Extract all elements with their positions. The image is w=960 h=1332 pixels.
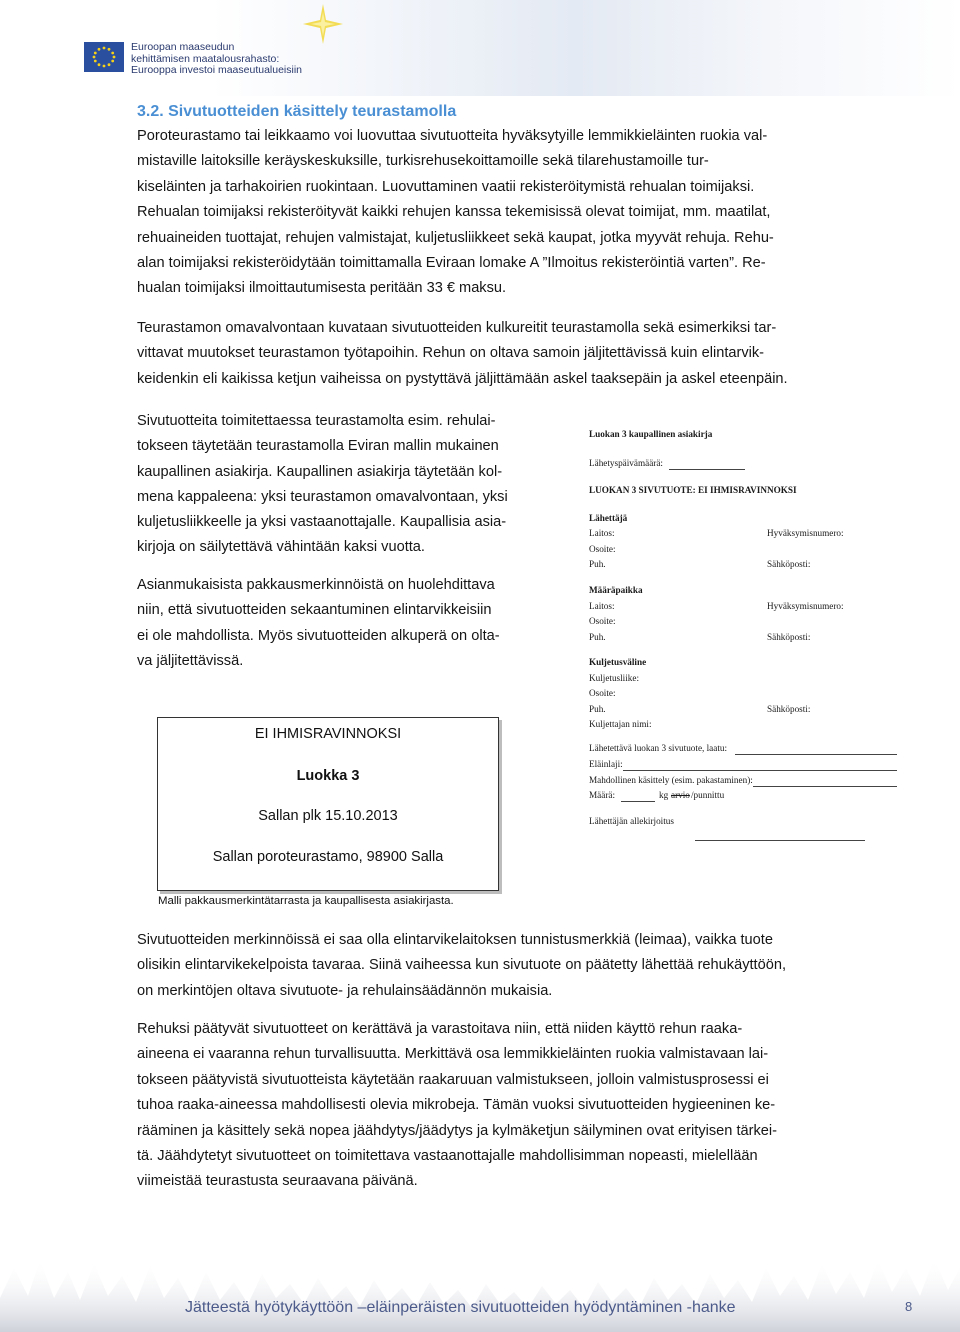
text-line: viimeistää teurastusta seuraavana päivänä.: [137, 1173, 418, 1190]
paragraph-packaging-labels: [137, 573, 551, 674]
form-carrier-company-label: Kuljetusliike:: [589, 673, 640, 683]
form-destination-heading: Määräpaikka: [589, 585, 643, 595]
text-line: on merkintöjen oltava sivutuote- ja rehulainsäädännön mukaisia.: [137, 982, 553, 999]
paragraph-hygiene: [137, 1017, 867, 1195]
form-sender-heading: Lähettäjä: [589, 513, 628, 523]
forest-silhouette-decoration: [0, 1238, 960, 1332]
form-osoite-label: Osoite:: [589, 688, 616, 698]
form-laitos-label: Laitos:: [589, 601, 615, 611]
form-approval-label: Hyväksymisnumero:: [767, 528, 844, 538]
text-line: niin, että sivutuotteiden sekaantuminen elintarvikkeisiin: [137, 602, 492, 619]
form-title: Luokan 3 kaupallinen asiakirja: [589, 429, 713, 439]
text-line: Poroteurastamo tai leikkaamo voi luovuttaa sivutuotteita hyväksytyille lemmikkieläinten ruokia val-: [137, 128, 768, 144]
form-email-label: Sähköposti:: [767, 559, 811, 569]
paragraph-commercial-document: [137, 409, 551, 561]
form-field-line: [753, 786, 897, 787]
text-line: hualan toimijaksi ilmoittautumisesta peritään 33 € maksu.: [137, 280, 507, 297]
eu-text-line: Eurooppa investoi maaseutualueisiin: [131, 64, 303, 76]
form-carrier-heading: Kuljetusväline: [589, 657, 647, 667]
text-line: kiseläinten ja tarhakoirien ruokintaan. Luovuttaminen vaatii rekisteröitymistä rehualan toimijaksi.: [137, 178, 755, 195]
text-line: va jäljitettävissä.: [137, 652, 244, 669]
form-driver-name-label: Kuljettajan nimi:: [589, 719, 652, 729]
label-place-date: Sallan plk 15.10.2013: [258, 808, 398, 824]
form-puh-label: Puh.: [589, 559, 606, 569]
form-species-label: Eläinlaji:: [589, 759, 623, 769]
form-field-line: [621, 801, 655, 802]
label-category: Luokka 3: [296, 768, 360, 784]
footer-project-name: Jätteestä hyötykäyttöön –eläinperäisten sivutuotteiden hyödyntäminen -hanke: [185, 1299, 736, 1316]
text-line: olisikin elintarvikekelpoista tavaraa. Siinä vaiheessa kun sivutuote on päätetty lähettää rehukäyttöön,: [137, 957, 787, 974]
form-field-line: [669, 469, 745, 470]
text-line: vittavat muutokset teurastamon työtapoihin. Rehun on oltava samoin jäljitettävissä kuin elintarvik-: [137, 345, 765, 362]
text-line: rääminen ja käsittely sekä nopea jäähdytys/jäädytys ja kylmäketjun säilyminen ovat erityisen tärkei-: [137, 1122, 777, 1139]
form-estimate-option: arvio: [671, 790, 690, 800]
text-line: Teurastamon omavalvontaan kuvataan sivutuotteiden kulkureitit teurastamolla sekä esimerkiksi tar-: [137, 320, 777, 336]
page-number: 8: [905, 1299, 913, 1314]
form-email-label: Sähköposti:: [767, 704, 811, 714]
text-line: mena kappaleena: yksi teurastamon omavalvontaan, yksi: [137, 488, 508, 505]
text-line: Asianmukaisista pakkausmerkinnöistä on huolehdittava: [137, 577, 495, 593]
text-line: tokseen päätyvistä sivutuotteista käytetään raakaruuan valmistukseen, jolloin valmistusprosessi ei: [137, 1071, 769, 1088]
text-line: tokseen täytetään teurastamolla Eviran mallin mukainen: [137, 438, 499, 455]
text-line: tuhoa raaka-aineessa mahdollisesti olevia mikrobeja. Tämän vuoksi sivutuotteiden hygieeninen ke-: [137, 1097, 776, 1114]
eu-text-line: kehittämisen maatalousrahasto:: [131, 52, 280, 65]
form-field-line: [623, 770, 897, 771]
form-processing-label: Mahdollinen käsittely (esim. pakastaminen):: [589, 775, 753, 785]
form-kg-unit: kg: [659, 790, 669, 800]
text-line: Sivutuotteiden merkinnöissä ei saa olla elintarvikelaitoksen tunnistusmerkkiä (leimaa), vaikka tuote: [137, 932, 773, 948]
form-puh-label: Puh.: [589, 632, 606, 642]
text-line: rehuaineiden tuottajat, rehujen valmistajat, kuljetusliikkeet sekä kaupat, jotka myyvät rehuja. Rehu-: [137, 229, 774, 246]
form-osoite-label: Osoite:: [589, 544, 616, 554]
text-line: ei ole mahdollista. Myös sivutuotteiden alkuperä on olta-: [137, 627, 500, 644]
text-line: Rehualan toimijaksi rekisteröityvät kaikki rehujen kanssa tekemisissä olevat toimijat, mm. maatilat,: [137, 204, 771, 221]
form-field-line: [735, 754, 897, 755]
form-approval-label: Hyväksymisnumero:: [767, 601, 844, 611]
commercial-document-sample: [577, 424, 917, 844]
form-signature-label: Lähettäjän allekirjoitus: [589, 816, 674, 826]
form-email-label: Sähköposti:: [767, 632, 811, 642]
form-send-date-label: Lähetyspäivämäärä:: [589, 458, 663, 468]
text-line: kuljetusliikkeelle ja yksi vastaanottajalle. Kaupallisia asia-: [137, 514, 507, 531]
eu-flag-icon: [84, 42, 124, 72]
eu-text-line: Euroopan maaseudun: [131, 41, 235, 53]
text-line: mistaville laitoksille keräyskeskuksille, turkisrehusekoittamoille sekä tilarehustamoille tur-: [137, 153, 709, 170]
text-line: aineena ei vaaranna rehun turvallisuutta. Merkittävä osa lemmikkieläinten ruokia valmistavaan lai-: [137, 1046, 769, 1063]
paragraph-self-monitoring: [137, 316, 867, 392]
text-line: alan toimijaksi rekisteröidytään toimittamalla Eviraan lomake A ”Ilmoitus rekisteröintiä varten”. Re-: [137, 255, 766, 272]
form-signature-line: [695, 840, 865, 841]
text-line: kaupallinen asiakirja. Kaupallinen asiakirja täytetään kol-: [137, 463, 503, 480]
label-not-for-human-consumption: EI IHMISRAVINNOKSI: [254, 726, 402, 742]
page-header: [0, 0, 960, 100]
form-heading: LUOKAN 3 SIVUTUOTE: EI IHMISRAVINNOKSI: [589, 485, 797, 495]
text-line: keidenkin eli kaikissa ketjun vaiheissa on pystyttävä jäljittämään askel taaksepäin ja askel eteenpäin.: [137, 370, 788, 387]
paragraph-registration: [137, 124, 867, 302]
form-type-sent-label: Lähetettävä luokan 3 sivutuote, laatu:: [589, 743, 728, 753]
form-weighed-option: /punnittu: [691, 790, 725, 800]
text-line: tä. Jäähdytetyt sivutuotteet on toimitettava vastaanottajalle mahdollisimman nopeasti, mielellään: [137, 1148, 758, 1165]
text-line: kirjoja on säilytettävä vähintään kaksi vuotta.: [137, 539, 425, 556]
form-puh-label: Puh.: [589, 704, 606, 714]
package-label-sample: [157, 717, 499, 891]
text-line: Rehuksi päätyvät sivutuotteet on kerättävä ja varastoitava niin, että niiden käyttö rehun raaka-: [137, 1021, 743, 1037]
text-line: Sivutuotteita toimitettaessa teurastamolta esim. rehulai-: [137, 413, 496, 429]
form-quantity-label: Määrä:: [589, 790, 616, 800]
label-sender: Sallan poroteurastamo, 98900 Salla: [212, 849, 444, 865]
form-laitos-label: Laitos:: [589, 528, 615, 538]
form-osoite-label: Osoite:: [589, 616, 616, 626]
eu-funding-text: [131, 42, 302, 77]
paragraph-marking-rules: [137, 928, 867, 1004]
star-logo-icon: [303, 4, 343, 44]
section-title: 3.2. Sivutuotteiden käsittely teurastamolla: [137, 103, 457, 120]
figure-caption: Malli pakkausmerkintätarrasta ja kaupallisesta asiakirjasta.: [158, 895, 454, 907]
